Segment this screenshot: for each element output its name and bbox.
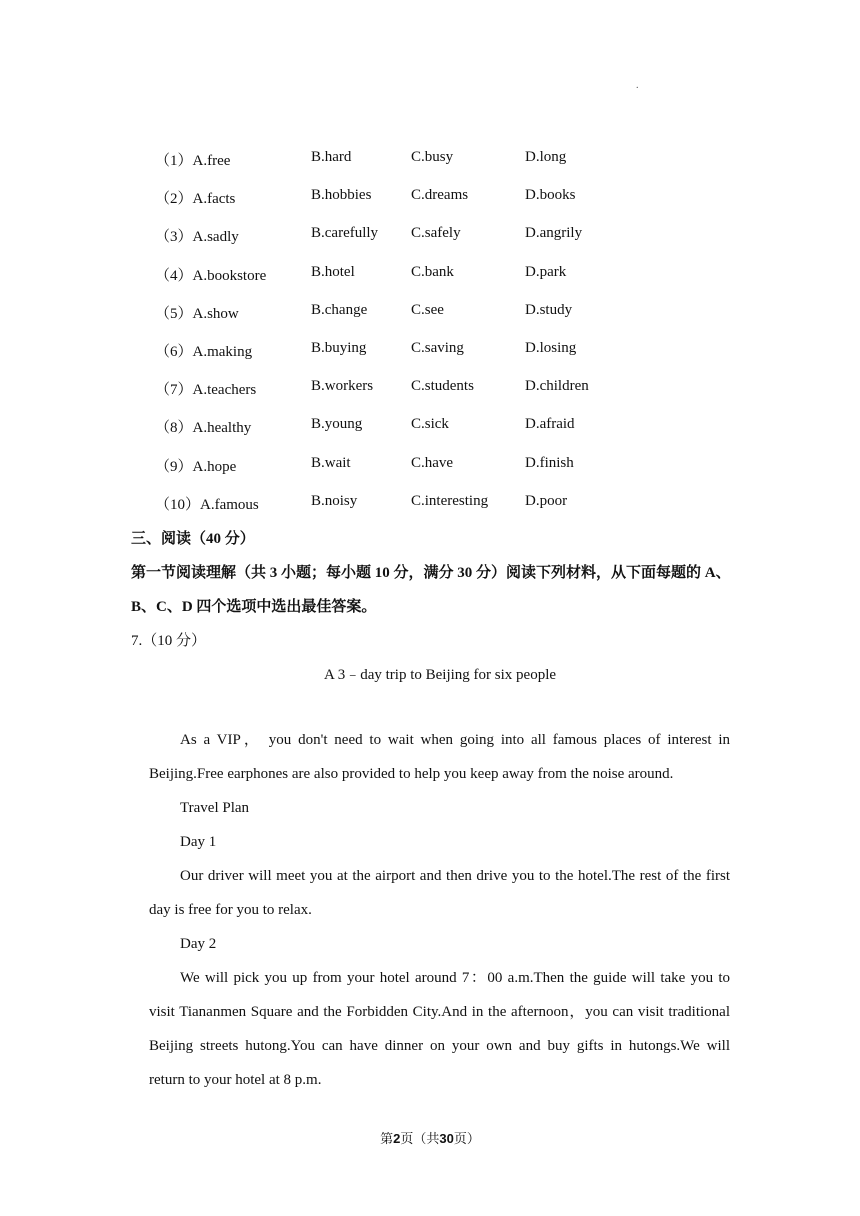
option-c: C.students (411, 378, 474, 394)
option-b: B.hard (311, 149, 352, 165)
option-a: （5）A.show (155, 306, 239, 322)
option-a: （4）A.bookstore (155, 268, 267, 284)
option-c: C.see (411, 302, 444, 318)
option-c: C.dreams (411, 187, 469, 203)
travel-plan-heading: Travel Plan (180, 800, 250, 816)
day-2-line-4: return to your hotel at 8 p.m. (149, 1072, 322, 1088)
option-c: C.sick (411, 416, 449, 432)
option-d: D.children (525, 378, 589, 394)
option-c: C.interesting (411, 493, 489, 509)
option-b: B.noisy (311, 493, 358, 509)
option-d: D.study (525, 302, 573, 318)
option-b: B.young (311, 416, 363, 432)
day-1-line-1: Our driver will meet you at the airport and then drive you to the hotel.The rest of the first (180, 868, 730, 884)
option-b: B.change (311, 302, 368, 318)
option-c: C.saving (411, 340, 464, 356)
page-footer (0, 1128, 860, 1147)
option-d: D.angrily (525, 225, 583, 241)
option-b: B.carefully (311, 225, 379, 241)
option-c: C.have (411, 455, 454, 471)
option-a: （1）A.free (155, 153, 231, 169)
option-b: B.wait (311, 455, 351, 471)
header-dot: . (636, 80, 639, 91)
option-a: （3）A.sadly (155, 229, 239, 245)
instruction-line-2: B、C、D 四个选项中选出最佳答案。 (131, 599, 377, 615)
paragraph-1-line-1: As a VIP， you don't need to wait when going into all famous places of interest in (180, 732, 730, 748)
option-c: C.busy (411, 149, 454, 165)
day-2-line-3: Beijing streets hutong.You can have dinner on your own and buy gifts in hutongs.We will (149, 1038, 730, 1054)
day-1-heading: Day 1 (180, 834, 217, 850)
day-1-line-2: day is free for you to relax. (149, 902, 312, 918)
passage-title: A 3﹣day trip to Beijing for six people (323, 667, 557, 683)
option-b: B.hobbies (311, 187, 372, 203)
option-a: （2）A.facts (155, 191, 236, 207)
footer-post: 页） (453, 1131, 480, 1146)
option-c: C.safely (411, 225, 461, 241)
footer-mid: 页（共 (400, 1131, 440, 1146)
question-label: 7.（10 分） (131, 633, 207, 649)
option-d: D.afraid (525, 416, 575, 432)
day-2-heading: Day 2 (180, 936, 217, 952)
option-d: D.poor (525, 493, 568, 509)
option-d: D.books (525, 187, 576, 203)
option-d: D.losing (525, 340, 577, 356)
option-b: B.workers (311, 378, 374, 394)
option-a: （9）A.hope (155, 459, 237, 475)
option-a: （7）A.teachers (155, 382, 257, 398)
option-a: （10）A.famous (155, 497, 259, 513)
footer-pre: 第 (380, 1131, 394, 1146)
option-c: C.bank (411, 264, 454, 280)
option-a: （8）A.healthy (155, 420, 252, 436)
option-b: B.buying (311, 340, 367, 356)
day-2-line-2: visit Tiananmen Square and the Forbidden City.And in the afternoon，you can visit traditional (149, 1004, 730, 1020)
option-d: D.long (525, 149, 567, 165)
footer-total-pages: 30 (439, 1131, 454, 1146)
day-2-line-1: We will pick you up from your hotel around 7：00 a.m.Then the guide will take you to (180, 970, 730, 986)
option-b: B.hotel (311, 264, 355, 280)
option-d: D.finish (525, 455, 574, 471)
section-heading: 三、阅读（40 分） (131, 531, 255, 547)
footer-page-number: 2 (393, 1131, 401, 1146)
option-a: （6）A.making (155, 344, 253, 360)
instruction-line-1: 第一节阅读理解（共 3 小题；每小题 10 分，满分 30 分）阅读下列材料，从下面每题的 A、 (131, 565, 731, 581)
paragraph-1-line-2: Beijing.Free earphones are also provided to help you keep away from the noise around. (149, 766, 674, 782)
option-d: D.park (525, 264, 567, 280)
